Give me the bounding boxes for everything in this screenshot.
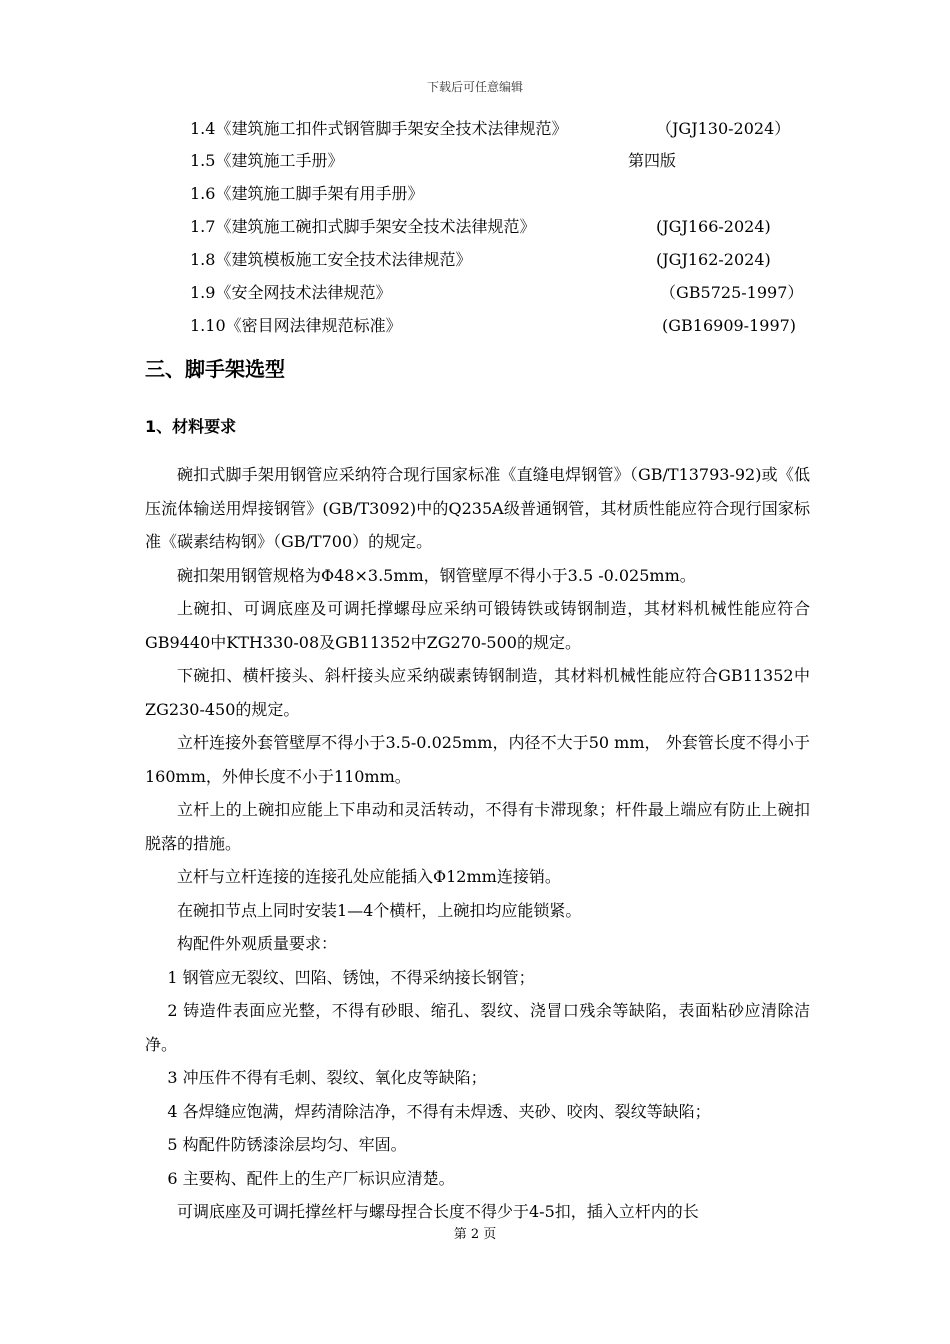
reference-item: 1.4《建筑施工扣件式钢管脚手架安全技术法律规范》 — [190, 119, 568, 138]
list-item: 3 冲压件不得有毛刺、裂纹、氧化皮等缺陷； — [167, 1068, 487, 1087]
reference-code: (JGJ162-2024) — [656, 250, 771, 269]
reference-item: 1.9《安全网技术法律规范》 — [190, 283, 392, 302]
reference-item: 1.6《建筑施工脚手架有用手册》 — [190, 184, 424, 203]
reference-item: 1.5《建筑施工手册》 — [190, 151, 344, 170]
reference-item: 1.10《密目网法律规范标准》 — [190, 316, 402, 335]
paragraph: 立杆连接外套管壁厚不得小于3.5-0.025mm，内径不大于50 mm， 外套管长度不得小于160mm，外伸长度不小于110mm。 — [145, 733, 810, 786]
page-header: 下载后可任意编辑 — [426, 80, 523, 94]
paragraph: 立杆上的上碗扣应能上下串动和灵活转动，不得有卡滞现象；杆件最上端应有防止上碗扣脱落的措施。 — [145, 800, 810, 853]
paragraph: 可调底座及可调托撑丝杆与螺母捏合长度不得少于4-5扣，插入立杆内的长 — [177, 1202, 699, 1221]
reference-code: (JGJ166-2024) — [656, 217, 771, 236]
list-item: 5 构配件防锈漆涂层均匀、牢固。 — [167, 1135, 407, 1154]
paragraph: 立杆与立杆连接的连接孔处应能插入Φ12mm连接销。 — [177, 867, 561, 886]
list-item: 2 铸造件表面应光整，不得有砂眼、缩孔、裂纹、浇冒口残余等缺陷，表面粘砂应清除洁净。 — [145, 1001, 810, 1054]
list-item: 1 钢管应无裂纹、凹陷、锈蚀，不得采纳接长钢管； — [167, 967, 535, 987]
page-number: 第 2 页 — [453, 1227, 497, 1242]
reference-code: (GB16909-1997) — [662, 316, 797, 335]
reference-code: （GB5725-1997） — [660, 283, 804, 302]
section-title: 三、脚手架选型 — [145, 357, 285, 381]
paragraph: 在碗扣节点上同时安装1—4个横杆，上碗扣均应能锁紧。 — [177, 900, 582, 920]
subsection-title: 1、材料要求 — [145, 417, 237, 436]
paragraph: 上碗扣、可调底座及可调托撑螺母应采纳可锻铸铁或铸钢制造，其材料机械性能应符合GB9440中KTH330-08及GB11352中ZG270-500的规定。 — [145, 599, 810, 652]
list-item: 6 主要构、配件上的生产厂标识应清楚。 — [167, 1168, 455, 1188]
reference-item: 1.8《建筑模板施工安全技术法律规范》 — [190, 250, 472, 269]
paragraph: 构配件外观质量要求： — [177, 934, 338, 953]
body-text — [145, 458, 810, 1229]
paragraph: 碗扣式脚手架用钢管应采纳符合现行国家标准《直缝电焊钢管》（GB/T13793-92)或《低压流体输送用焊接钢管》(GB/T3092)中的Q235A级普通钢管，其材质性能应符合现行国家标准《碳素结构钢》（GB/T700）的规定。 — [145, 465, 810, 551]
reference-code: 第四版 — [628, 151, 677, 170]
list-item: 4 各焊缝应饱满，焊药清除洁净，不得有未焊透、夹砂、咬肉、裂纹等缺陷； — [167, 1101, 711, 1121]
reference-code: （JGJ130-2024） — [656, 119, 791, 138]
paragraph: 碗扣架用钢管规格为Φ48×3.5mm，钢管壁厚不得小于3.5 -0.025mm。 — [177, 565, 696, 585]
reference-item: 1.7《建筑施工碗扣式脚手架安全技术法律规范》 — [190, 217, 536, 236]
paragraph: 下碗扣、横杆接头、斜杆接头应采纳碳素铸钢制造，其材料机械性能应符合GB11352中ZG230-450的规定。 — [145, 666, 810, 719]
